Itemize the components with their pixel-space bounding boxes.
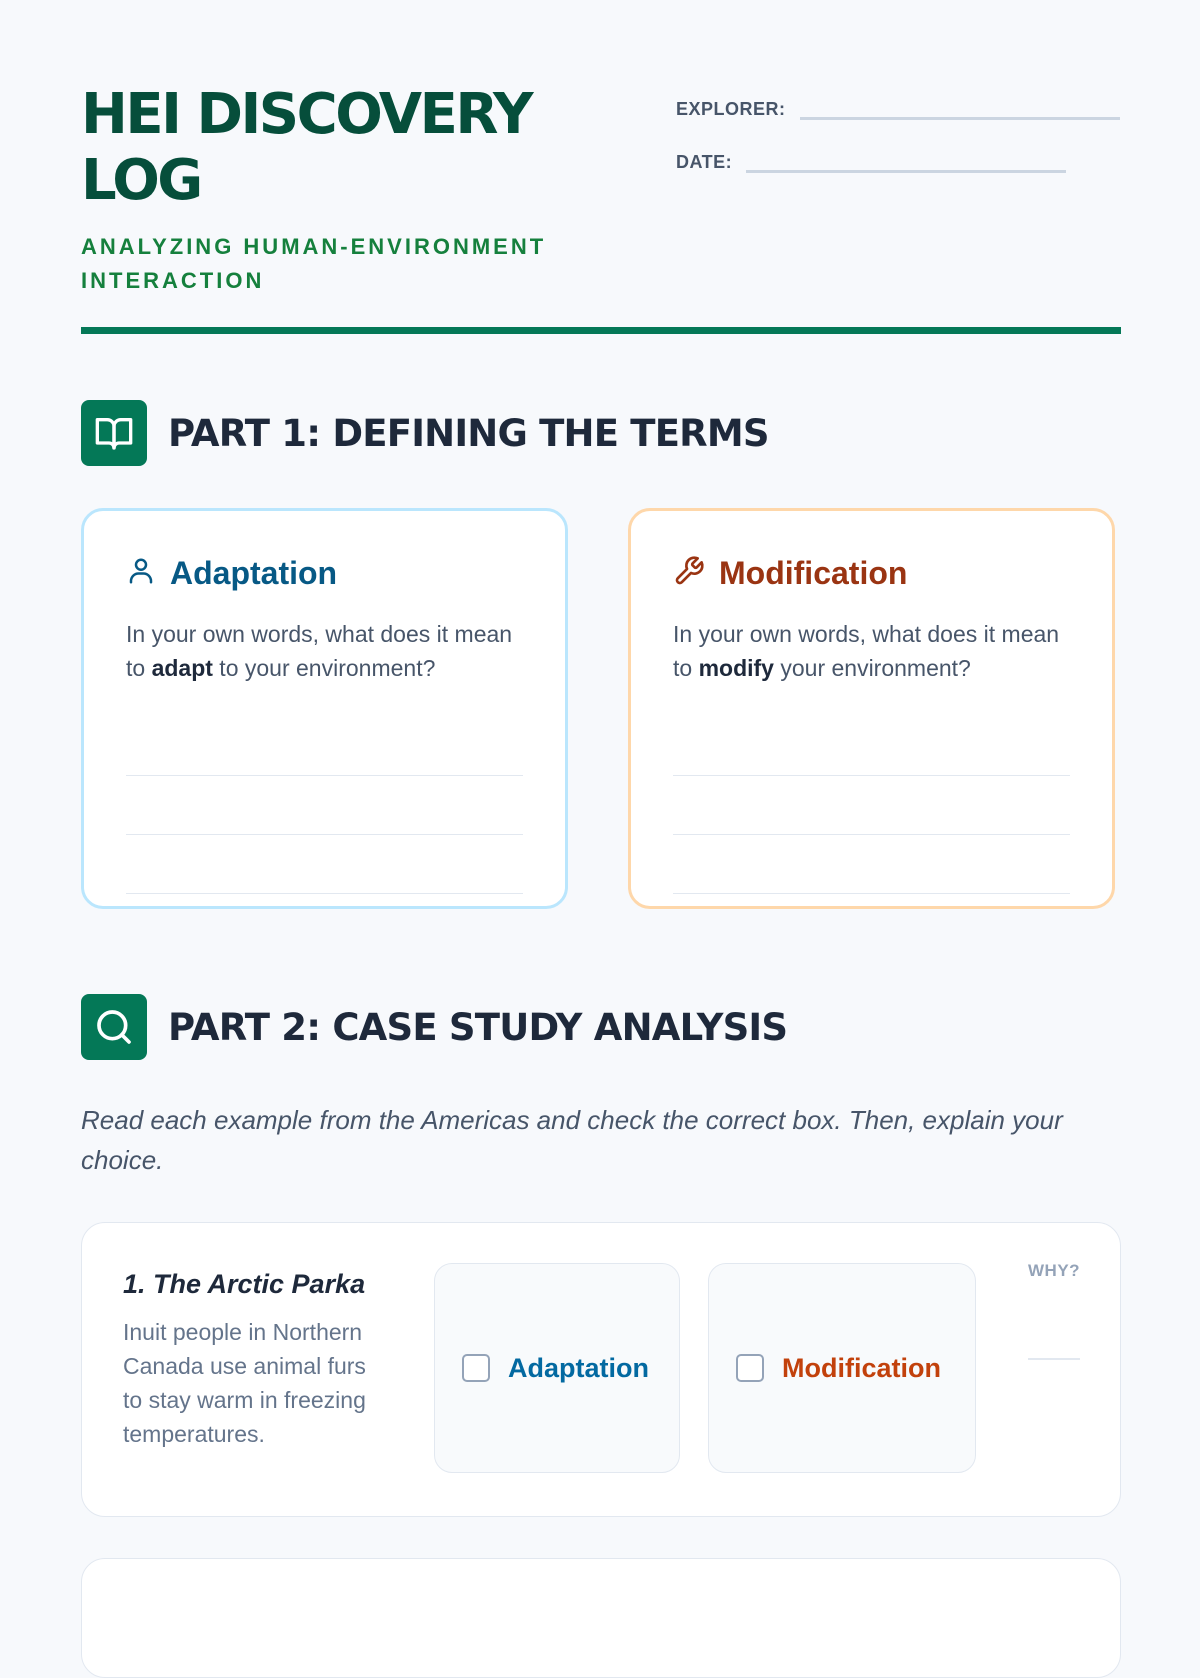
adaptation-card: [81, 508, 568, 909]
header-divider: [81, 327, 1121, 334]
part2-instructions: Read each example from the Americas and check the correct box. Then, explain your choice.: [81, 1105, 1063, 1175]
modification-card: [628, 508, 1115, 909]
case-title: 1. The Arctic Parka: [123, 1269, 366, 1299]
adaptation-card-title: Adaptation: [170, 554, 338, 591]
answer-line[interactable]: [126, 835, 523, 894]
date-row: [676, 139, 1121, 173]
wrench-icon: [673, 555, 705, 592]
modification-prompt: [673, 617, 1070, 685]
case-study-card-next: [81, 1558, 1121, 1678]
modification-prompt-start: In your own words, what does it mean to: [673, 621, 1060, 681]
adaptation-answer-area[interactable]: [126, 717, 523, 894]
modification-option-label: Modification: [782, 1352, 941, 1383]
modification-card-header: [673, 551, 1070, 595]
date-field[interactable]: [746, 140, 1066, 173]
date-label: DATE:: [676, 152, 733, 172]
part2-title: PART 2: CASE STUDY ANALYSIS: [168, 1005, 788, 1049]
part1-heading: [81, 400, 769, 466]
answer-line[interactable]: [126, 776, 523, 835]
answer-line[interactable]: [673, 717, 1070, 776]
page-subtitle: ANALYZING HUMAN-ENVIRONMENT INTERACTION: [81, 234, 547, 293]
answer-line[interactable]: [673, 776, 1070, 835]
explorer-row: [676, 86, 1121, 120]
adaptation-prompt-end: to your environment?: [212, 655, 436, 681]
modification-keyword: modify: [698, 655, 774, 681]
page-title: HEI DISCOVERY LOG: [81, 82, 532, 213]
modification-checkbox[interactable]: [736, 1354, 764, 1382]
modification-prompt-end: your environment?: [773, 655, 971, 681]
answer-line[interactable]: [673, 835, 1070, 894]
modification-card-title: Modification: [719, 554, 908, 591]
part1-title: PART 1: DEFINING THE TERMS: [168, 411, 769, 455]
why-answer-line[interactable]: [1028, 1358, 1080, 1360]
explorer-label: EXPLORER:: [676, 99, 786, 119]
modification-answer-area[interactable]: [673, 717, 1070, 894]
header: [81, 0, 1121, 335]
adaptation-card-header: [126, 551, 523, 595]
modification-option[interactable]: [708, 1263, 976, 1473]
answer-line[interactable]: [126, 717, 523, 776]
adaptation-prompt: [126, 617, 523, 685]
title-block: [81, 82, 601, 298]
adaptation-option[interactable]: [434, 1263, 680, 1473]
adaptation-prompt-start: In your own words, what does it mean to: [126, 621, 513, 681]
adaptation-keyword: adapt: [151, 655, 213, 681]
why-label: WHY?: [1028, 1261, 1081, 1280]
case-description: Inuit people in Northern Canada use animal furs to stay warm in freezing temperatures.: [123, 1319, 366, 1447]
part2-heading: [81, 994, 787, 1060]
search-icon: [81, 994, 147, 1060]
book-icon: [81, 400, 147, 466]
case-study-card: [81, 1222, 1121, 1517]
explorer-field[interactable]: [800, 87, 1120, 120]
adaptation-checkbox[interactable]: [462, 1354, 490, 1382]
meta-fields: [676, 86, 1121, 192]
adaptation-option-label: Adaptation: [508, 1352, 649, 1383]
person-icon: [126, 556, 156, 591]
worksheet-page: [81, 0, 1121, 1447]
